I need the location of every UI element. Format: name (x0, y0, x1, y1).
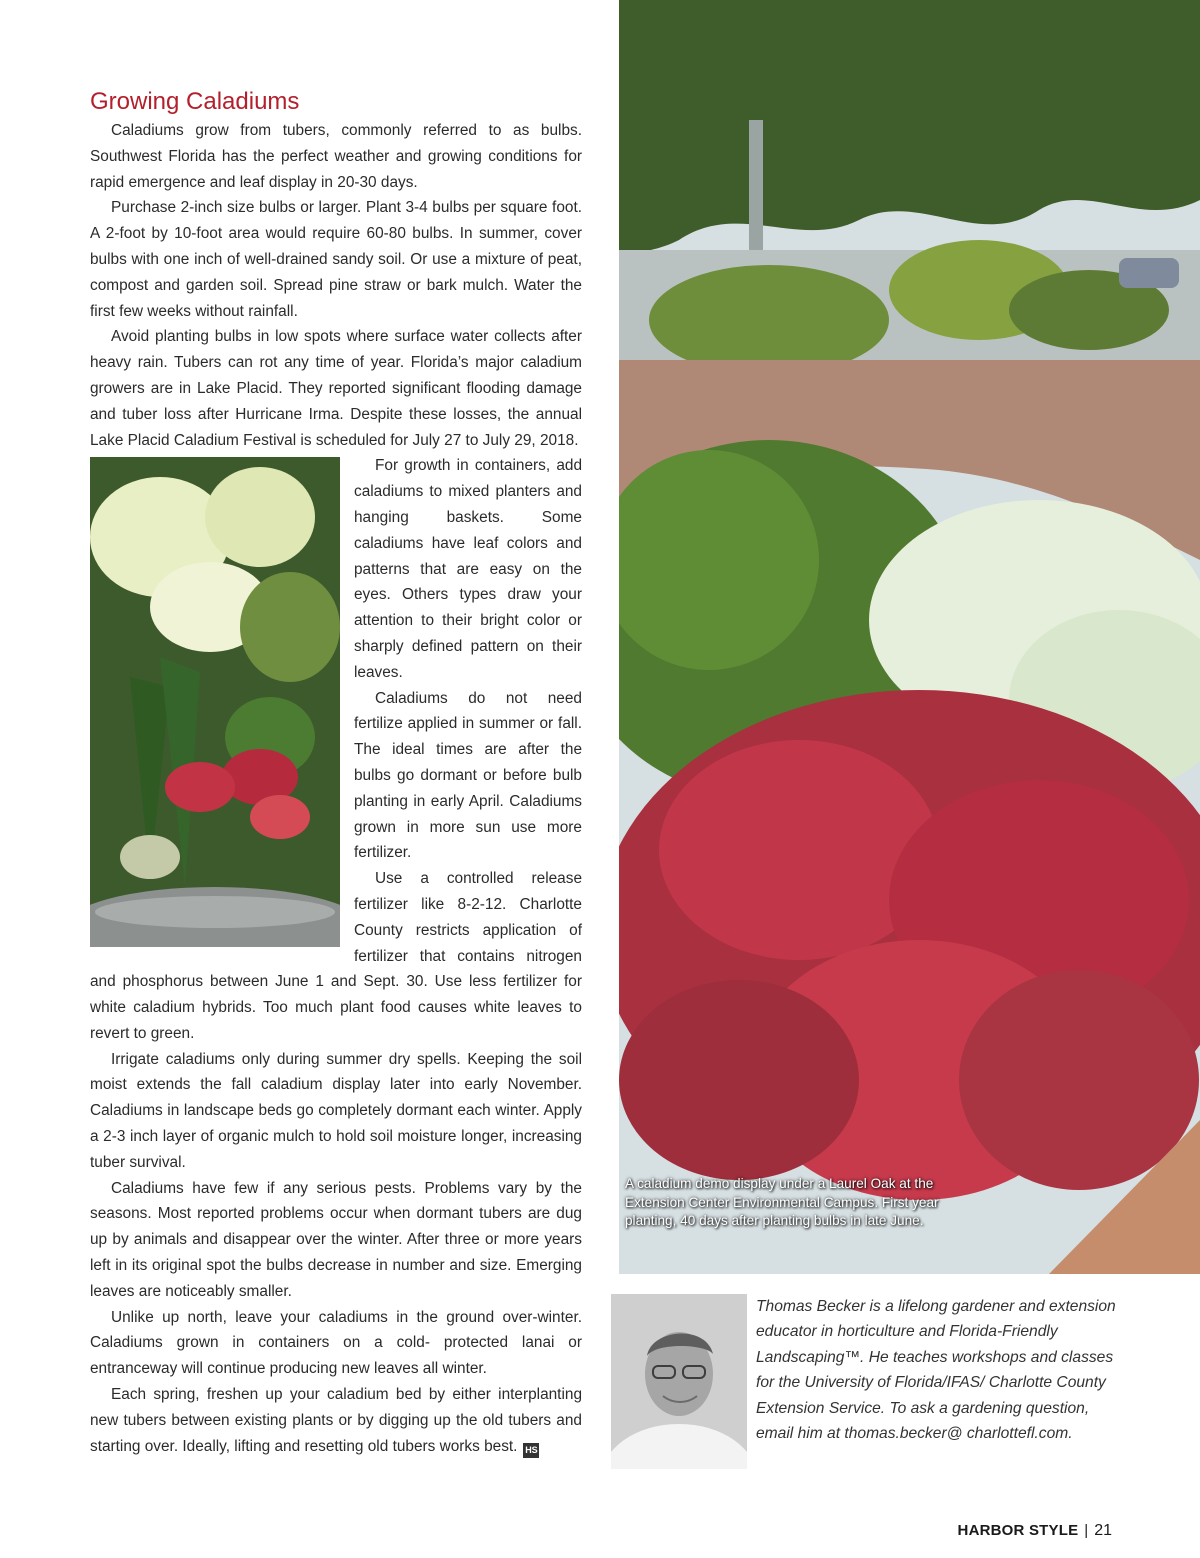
author-headshot-illustration (611, 1294, 747, 1469)
article-paragraph: For growth in containers, add caladiums to mixed planters and hanging baskets. Some caladiums have leaf colors and patterns that are easy on the eyes. Others types draw your attention to their bright color or sharply defined pattern on their leaves. (354, 457, 582, 681)
author-bio: Thomas Becker is a lifelong gardener and extension educator in horticulture and Florida-Friendly Landscaping™. He teaches workshops and classes for the University of Florida/IFAS/ Charlotte County Extension Service. To ask a gardening question, email him at thomas.becker@ charlottefl.com. (756, 1298, 1116, 1443)
caladium-bed-photo (619, 0, 1200, 1274)
container-caladium-photo (90, 457, 340, 947)
end-mark-icon: HS (523, 1443, 539, 1458)
article-paragraph: Avoid planting bulbs in low spots where surface water collects after heavy rain. Tubers can rot any time of year. Florida’s major caladium growers are in Lake Placid. They reported significant flooding damage and tuber loss after Hurricane Irma. Despite these losses, the annual Lake Placid Caladium Festival is scheduled for July 27 to July 29, 2018. (90, 328, 582, 449)
article-paragraph (90, 1382, 582, 1459)
article-paragraph: Caladiums do not need fertilize applied in summer or fall. The ideal times are after the bulbs go dormant or before bulb planting in early April. Caladiums grown in more sun use more fertilizer. (354, 689, 582, 862)
page-folio (880, 1522, 1112, 1540)
caladium-bed-illustration (619, 0, 1200, 1274)
article-paragraph: Purchase 2-inch size bulbs or larger. Plant 3-4 bulbs per square foot. A 2-foot by 10-foot area would require 60-80 bulbs. In summer, cover bulbs with one inch of well-drained sandy soil. Or use a mixture of peat, compost and garden soil. Spread pine straw or bark mulch. Water the first few weeks without rainfall. (90, 199, 582, 320)
article-paragraph: Caladiums grow from tubers, commonly referred to as bulbs. Southwest Florida has the perfect weather and growing conditions for rapid emergence and leaf display in 20-30 days. (90, 122, 582, 191)
article-paragraph: Unlike up north, leave your caladiums in the ground over-winter. Caladiums grown in containers on a cold- protected lanai or entranceway will continue producing new leaves all winter. (90, 1308, 582, 1378)
photo-caption: A caladium demo display under a Laurel Oak at the Extension Center Environmental Campus. First year planting, 40 days after planting bulbs in late June. (625, 1176, 939, 1228)
page-number: 21 (1094, 1522, 1112, 1539)
article-heading: Growing Caladiums (90, 88, 300, 115)
magazine-name: HARBOR STYLE (957, 1522, 1079, 1539)
container-caladium-illustration (90, 457, 340, 947)
article-paragraph: Use a controlled release fertilizer like 8-2-12. Charlotte County restricts application of fertilizer that contains nitrogen and phosphorus between June 1 and Sept. 30. Use less fertilizer for white caladium hybrids. Too much plant food causes white leaves to revert to green. (90, 870, 582, 1042)
article-paragraph: Caladiums have few if any serious pests. Problems vary by the seasons. Most reported problems occur when dormant tubers are dug up by animals and disappear over the winter. After three or more years left in its original spot the bulbs decrease in number and size. Emerging leaves are noticeably smaller. (90, 1179, 582, 1300)
article-paragraph: Irrigate caladiums only during summer dry spells. Keeping the soil moist extends the fall caladium display later into early November. Caladiums in landscape beds go completely dormant each winter. Apply a 2-3 inch layer of organic mulch to hold soil moisture longer, increasing tuber survival. (90, 1050, 582, 1171)
article-paragraph-text: Each spring, freshen up your caladium bed by either interplanting new tubers between existing plants or by digging up the old tubers and starting over. Ideally, lifting and resetting old tubers works best. (90, 1386, 582, 1455)
author-headshot (611, 1294, 747, 1469)
folio-separator: | (1084, 1522, 1089, 1539)
article-column (90, 86, 582, 1459)
